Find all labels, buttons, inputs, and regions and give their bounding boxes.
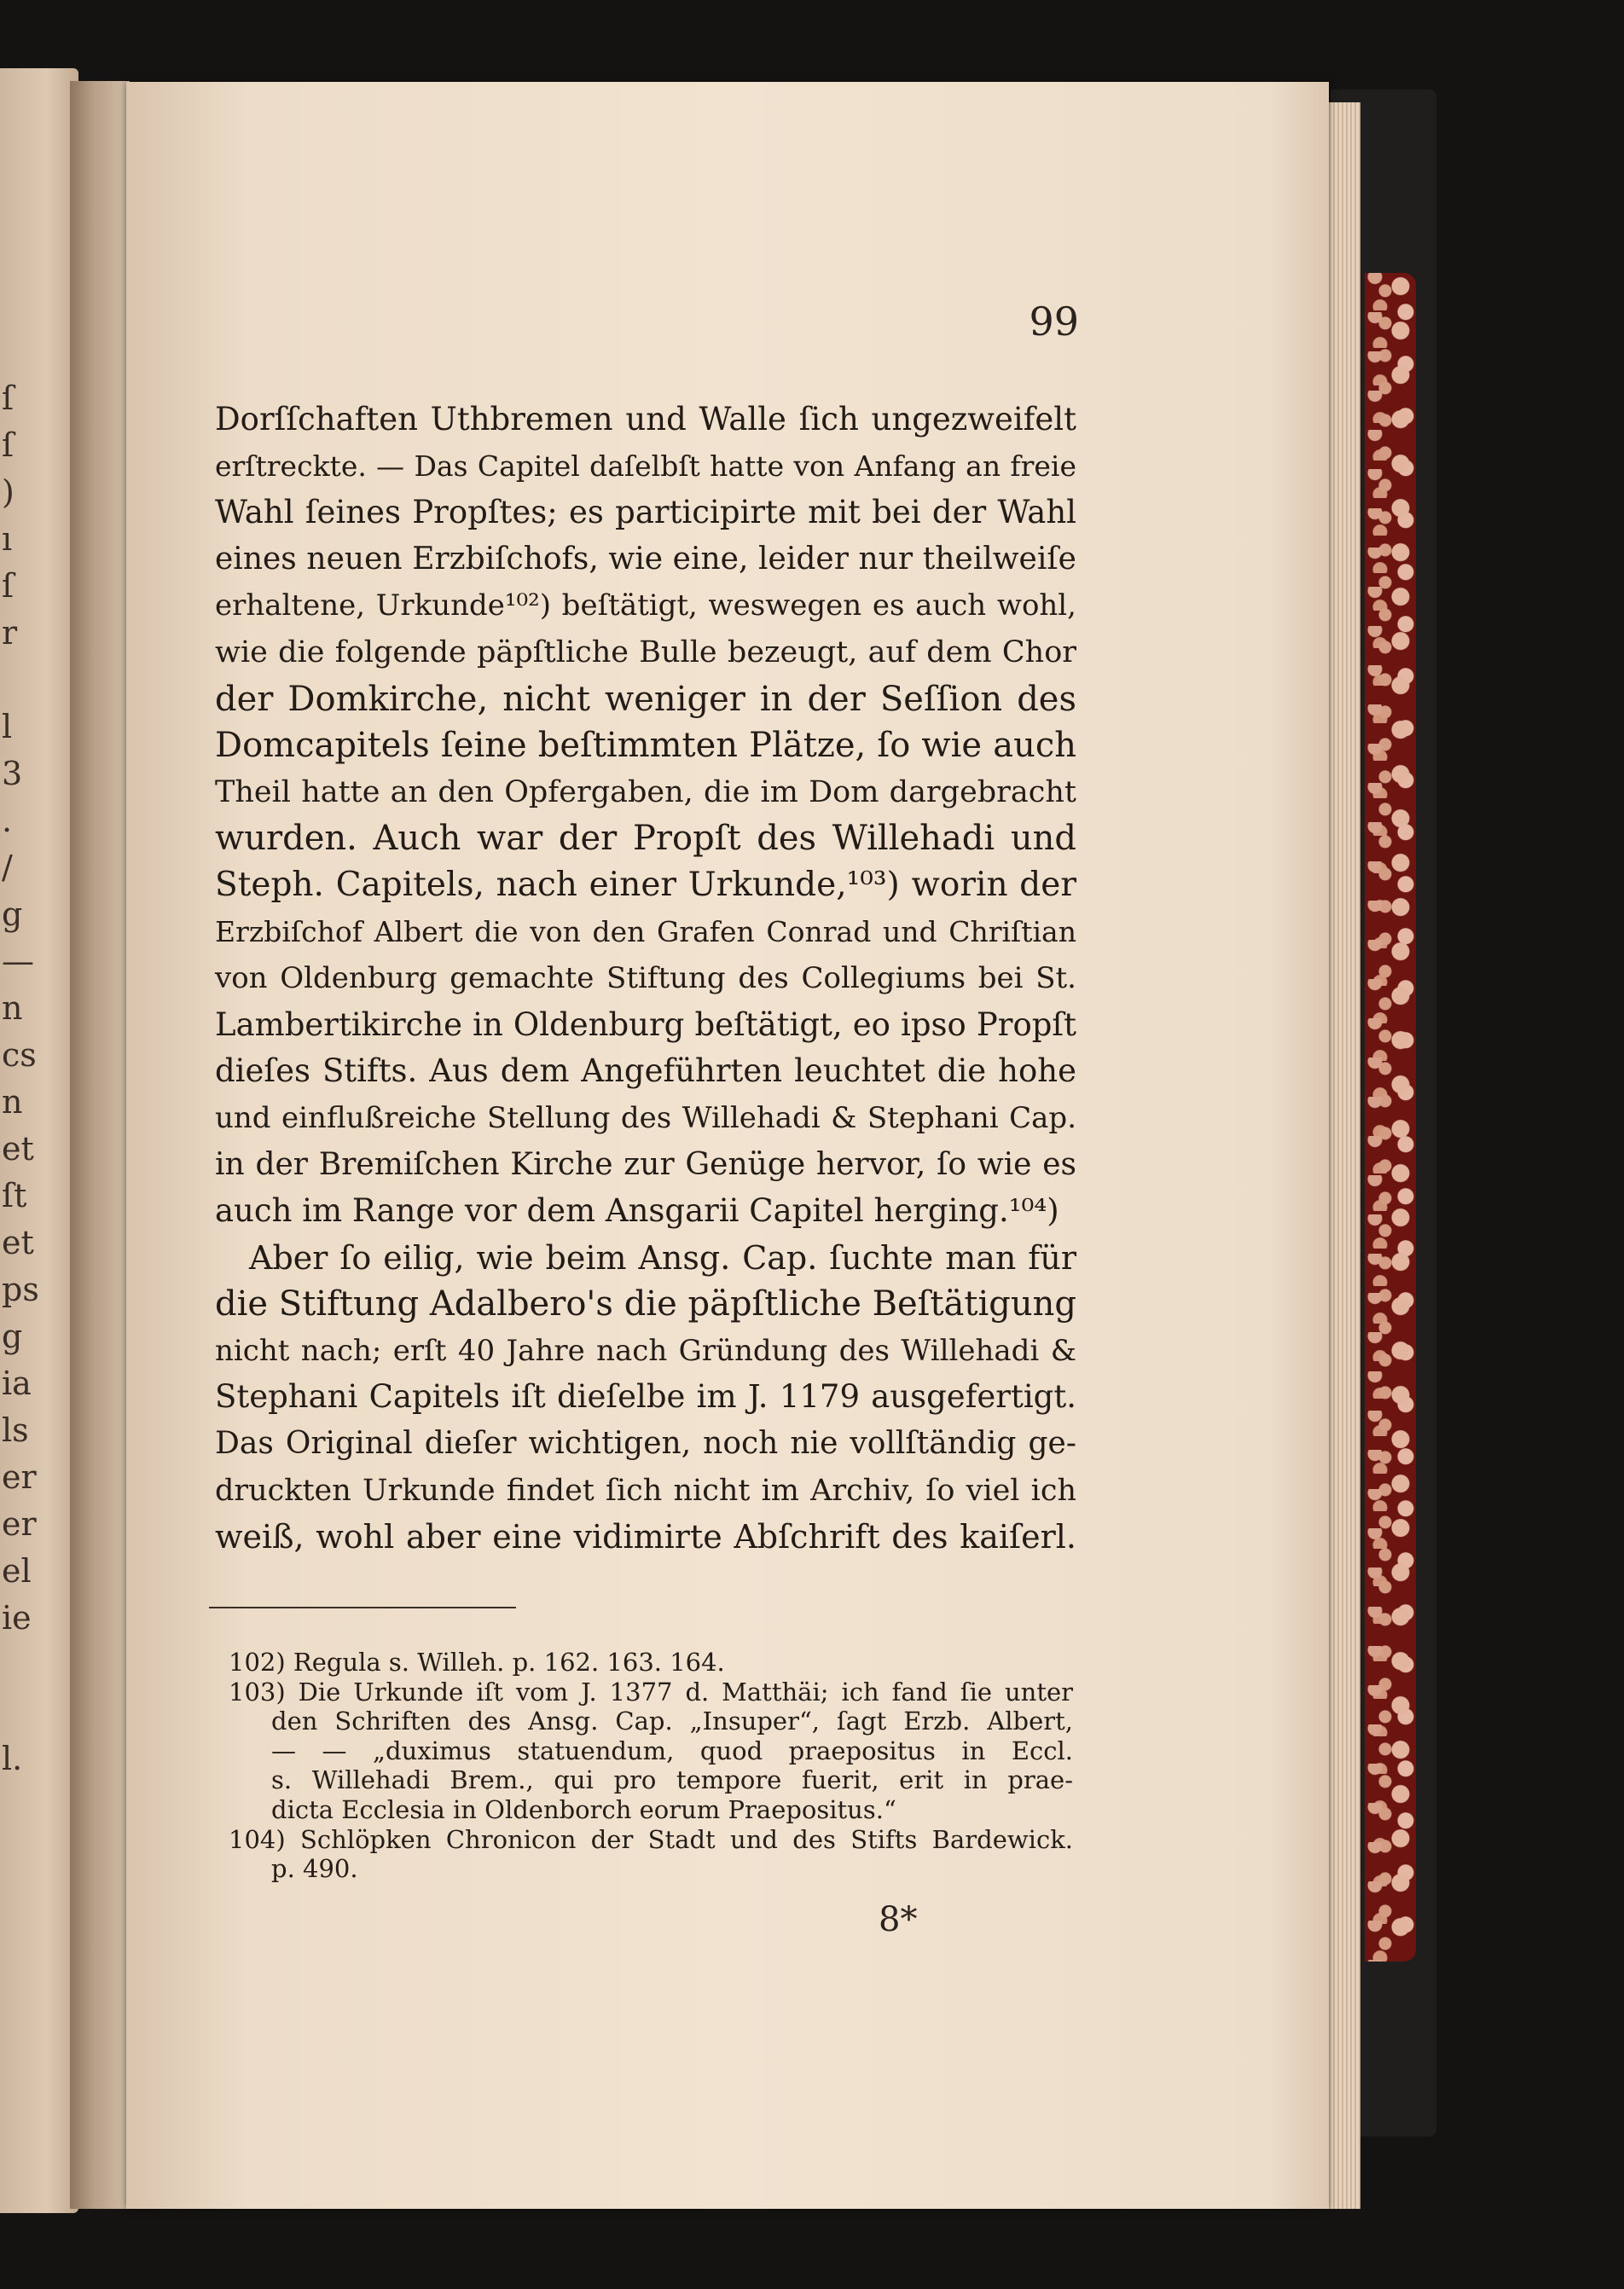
fragment: ſ: [2, 380, 14, 417]
text-line: auch im Range vor dem Ansgarii Capitel herging.¹⁰⁴): [215, 1192, 1059, 1230]
fragment: [2, 1642, 22, 1689]
page-number: 99: [1029, 298, 1079, 345]
text-line: wurden. Auch war der Propſt des Willehadi und: [215, 819, 1076, 859]
text-line: Stephani Capitels iſt dieſelbe im J. 1179 ausgefertigt.: [215, 1378, 1076, 1416]
footnote-line: den Schriften des Ansg. Cap. „Insuper“, ſagt Erzb. Albert,: [271, 1707, 1073, 1736]
fragment: ps: [2, 1271, 39, 1308]
text-line: druckten Urkunde findet ſich nicht im Archiv, ſo viel ich: [215, 1473, 1076, 1508]
text-line: Aber ſo eilig, wie beim Ansg. Cap. ſuchte man für: [249, 1238, 1076, 1277]
text-line: Steph. Capitels, nach einer Urkunde,¹⁰³) worin der: [215, 865, 1076, 904]
fragment: 3: [2, 755, 23, 792]
footnote-line: 103) Die Urkunde iſt vom J. 1377 d. Matthäi; ich fand ſie unter: [229, 1677, 1073, 1707]
text-line: Erzbiſchof Albert die von den Grafen Conrad und Chriſtian: [215, 914, 1076, 948]
footnote-line: — — „duximus statuendum, quod praepositus in Eccl.: [271, 1736, 1073, 1765]
previous-page-text-fragments: [2, 375, 39, 1782]
text-line: von Oldenburg gemachte Stiftung des Collegiums bei St.: [215, 961, 1076, 996]
fragment: l.: [2, 1740, 23, 1777]
text-line: Wahl ſeines Propſtes; es participirte mit bei der Wahl: [215, 494, 1076, 531]
footnotes: [229, 1648, 1073, 1884]
fragment: er: [2, 1505, 37, 1543]
text-line: Das Original dieſer wichtigen, noch nie vollſtändig ge-: [215, 1426, 1076, 1462]
fragment: el: [2, 1552, 32, 1590]
book-gutter: [70, 81, 130, 2209]
text-line: Lambertikirche in Oldenburg beſtätigt, eo ipso Propſt: [215, 1005, 1076, 1043]
fragment: /: [2, 849, 13, 886]
fragment: er: [2, 1458, 37, 1496]
text-line: Theil hatte an den Opfergaben, die im Dom dargebracht: [215, 774, 1076, 809]
text-line: der Domkirche, nicht weniger in der Seſſion des: [215, 679, 1076, 719]
marbled-edge: [1365, 273, 1416, 1962]
signature-mark: 8*: [879, 1900, 918, 1939]
fragment: [2, 657, 22, 704]
text-line: eines neuen Erzbiſchofs, wie eine, leider nur theilweiſe: [215, 541, 1076, 577]
fragment: n: [2, 989, 23, 1027]
text-line: in der Bremiſchen Kirche zur Genüge hervor, ſo wie es: [215, 1146, 1076, 1182]
fragment: g: [2, 895, 23, 933]
footnote-divider: [209, 1607, 516, 1608]
fragment: n: [2, 1083, 23, 1121]
fragment: ſt: [2, 1177, 27, 1214]
fragment: et: [2, 1224, 34, 1261]
fragment: ia: [2, 1365, 32, 1402]
fragment: ſ: [2, 567, 14, 605]
text-line: weiß, wohl aber eine vidimirte Abſchrift des kaiſerl.: [215, 1518, 1076, 1556]
fragment: l: [2, 708, 13, 745]
fragment: —: [2, 942, 34, 980]
fragment: ls: [2, 1411, 29, 1449]
text-line: die Stiftung Adalbero's die päpſtliche Beſtätigung: [215, 1284, 1076, 1324]
fragment: ie: [2, 1599, 32, 1637]
footnote-line: dicta Ecclesia in Oldenborch eorum Praepositus.“: [271, 1794, 896, 1824]
fragment: cs: [2, 1036, 37, 1074]
body-text: [215, 397, 1076, 1561]
fragment: ſ: [2, 426, 14, 464]
fragment: ı: [2, 520, 13, 558]
text-line: Domcapitels ſeine beſtimmten Plätze, ſo wie auch: [215, 726, 1076, 766]
text-line: erhaltene, Urkunde¹⁰²) beſtätigt, weswegen es auch wohl,: [215, 588, 1076, 623]
footnote-line: 104) Schlöpken Chronicon der Stadt und des Stifts Bardewick.: [229, 1824, 1073, 1854]
fragment: .: [2, 802, 13, 839]
fragment: r: [2, 614, 18, 652]
fragment: [2, 1689, 22, 1736]
footnote-line: p. 490.: [271, 1854, 358, 1884]
footnote-line: s. Willehadi Brem., qui pro tempore fuerit, erit in prae-: [271, 1765, 1073, 1795]
footnote-line: 102) Regula s. Willeh. p. 162. 163. 164.: [229, 1648, 725, 1677]
text-line: nicht nach; erſt 40 Jahre nach Gründung des Willehadi &: [215, 1333, 1076, 1368]
fragment: ): [2, 473, 14, 511]
text-line: Dorſſchaften Uthbremen und Walle ſich ungezweifelt: [215, 401, 1076, 438]
fragment: g: [2, 1318, 23, 1355]
text-line: erſtreckte. — Das Capitel daſelbſt hatte von Anfang an freie: [215, 449, 1076, 483]
text-line: wie die folgende päpſtliche Bulle bezeugt, auf dem Chor: [215, 635, 1076, 669]
fragment: et: [2, 1130, 34, 1168]
text-line: und einflußreiche Stellung des Willehadi & Stephani Cap.: [215, 1100, 1076, 1135]
text-line: dieſes Stifts. Aus dem Angeführten leuchtet die hohe: [215, 1052, 1076, 1090]
